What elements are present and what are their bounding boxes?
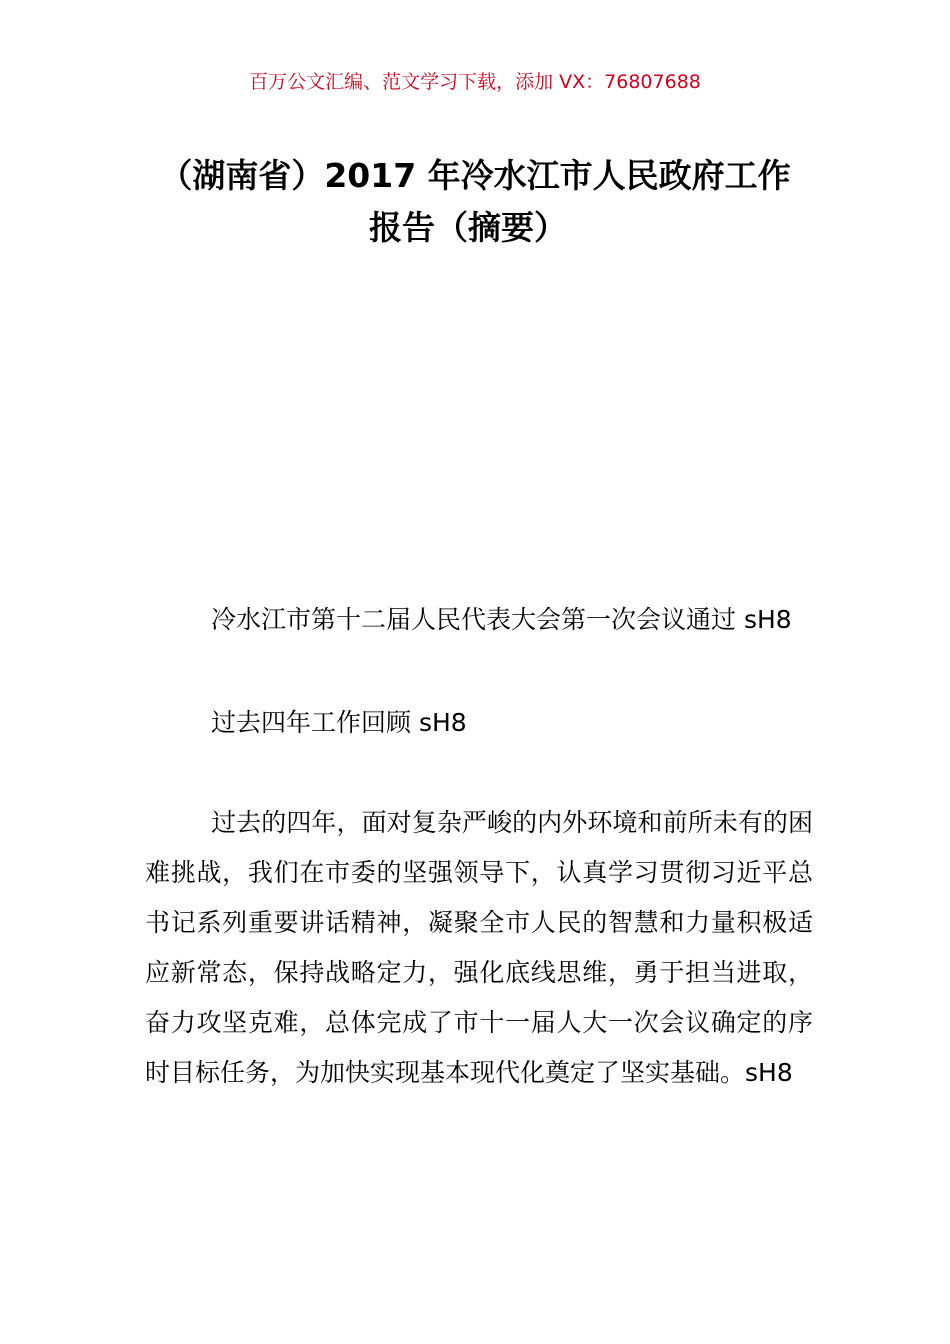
header-note: 百万公文汇编、范文学习下载，添加 VX：76807688 xyxy=(249,71,701,93)
paragraph-body xyxy=(145,798,813,1098)
paragraph-section-heading xyxy=(145,698,813,748)
title-line-2: 报告（摘要） xyxy=(369,208,567,247)
paragraph-text: 过去四年工作回顾 sH8 xyxy=(211,708,467,737)
title-line-1: （湖南省）2017 年冷水江市人民政府工作 xyxy=(159,156,791,195)
document-title xyxy=(0,150,950,254)
paragraph-meeting-approval xyxy=(145,595,813,645)
paragraph-text: 冷水江市第十二届人民代表大会第一次会议通过 sH8 xyxy=(211,605,792,634)
paragraph-text: 过去的四年，面对复杂严峻的内外环境和前所未有的困难挑战，我们在市委的坚强领导下，认真学习贯彻习近平总书记系列重要讲话精神，凝聚全市人民的智慧和力量积极适应新常态，保持战略定力，强化底线思维，勇于担当进取，奋力攻坚克难，总体完成了市十一届人大一次会议确定的序时目标任务，为加快实现基本现代化奠定了坚实基础。sH8 xyxy=(145,808,813,1087)
